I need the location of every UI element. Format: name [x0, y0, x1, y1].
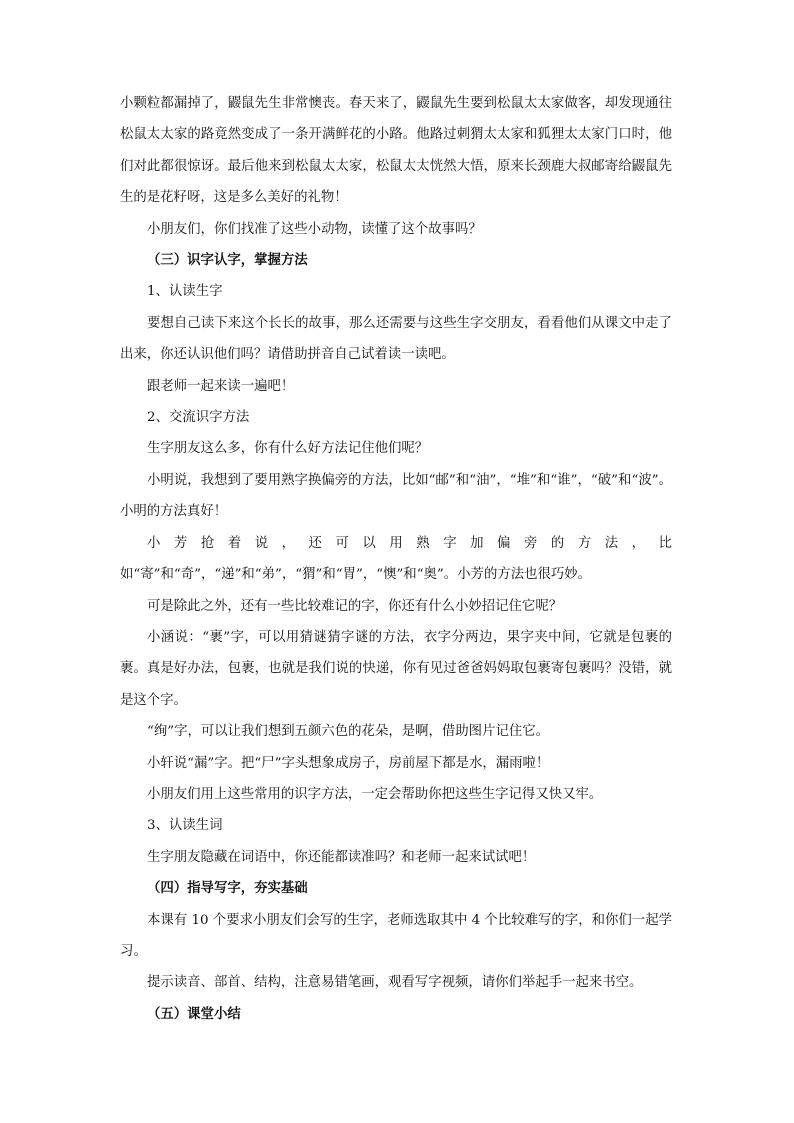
story-summary-paragraph: 小颗粒都漏掉了，鼹鼠先生非常懊丧。春天来了，鼹鼠先生要到松鼠太太家做客，却发现通往松鼠太太家的路竟然变成了一条开满鲜花的小路。他路过刺猬太太家和狐狸太太家门口时，他们对此都很惊讶。最后他来到松鼠太太家，松鼠太太恍然大悟，原来长颈鹿大叔邮寄给鼹鼠先生的是花籽呀，这是多么美好的礼物！	[120, 96, 672, 206]
xiaoxuan-paragraph: 小轩说“漏”字。把“尸”字头想象成房子，房前屋下都是水，漏雨啦！	[147, 755, 550, 771]
subsection-exchange-methods: 2、交流识字方法	[147, 410, 250, 426]
methods-summary-paragraph: 小朋友们用上这些常用的识字方法，一定会帮助你把这些生字记得又快又牢。	[147, 786, 603, 802]
section-heading-4: （四）指导写字，夯实基础	[147, 880, 308, 897]
subsection-read-words: 3、认读生词	[147, 818, 223, 834]
read-words-paragraph: 生字朋友隐藏在词语中，你还能都读准吗？和老师一起来试试吧！	[147, 849, 536, 865]
xiaoming-paragraph: 小明说，我想到了要用熟字换偏旁的方法，比如“邮”和“油”，“堆”和“谁”，“破”和“波”。小明的方法真好！	[120, 472, 672, 520]
read-with-teacher-paragraph: 跟老师一起来读一遍吧！	[147, 378, 295, 394]
methods-question-paragraph: 生字朋友这么多，你有什么好方法记住他们呢？	[147, 441, 429, 457]
difficult-characters-paragraph: 可是除此之外，还有一些比较难记的字，你还有什么小妙招记住它呢？	[147, 598, 563, 614]
read-characters-paragraph: 要想自己读下来这个长长的故事，那么还需要与这些生字交朋友，看看他们从课文中走了出来，你还认识他们吗？请借助拼音自己试着读一读吧。	[120, 315, 672, 363]
subsection-read-characters: 1、认读生字	[147, 284, 223, 300]
section-heading-3: （三）识字认字，掌握方法	[147, 252, 308, 269]
document-body	[120, 88, 672, 1030]
question-paragraph: 小朋友们，你们找准了这些小动物，读懂了这个故事吗？	[147, 221, 482, 237]
writing-guidance-paragraph: 本课有 10 个要求小朋友们会写的生字，老师选取其中 4 个比较难写的字，和你们一起学习。	[120, 912, 672, 959]
xiaohan-paragraph: 小涵说：“裹”字，可以用猜谜猜字谜的方法，衣字分两边，果字夹中间，它就是包裹的裹。真是好办法，包裹，也就是我们说的快递，你有见过爸爸妈妈取包裹寄包裹吗？没错，就是这个字。	[120, 629, 672, 708]
writing-tips-paragraph: 提示读音、部首、结构，注意易错笔画，观看写字视频，请你们举起手一起来书空。	[147, 975, 643, 991]
xuan-character-paragraph: “绚”字，可以让我们想到五颜六色的花朵，是啊，借助图片记住它。	[147, 724, 550, 740]
xiaofang-paragraph: 小芳抢着说，还可以用熟字加偏旁的方法，比如“寄”和“奇”，“递”和“弟”，“猬”和“胃”，“懊”和“奥”。小芳的方法也很巧妙。	[120, 535, 672, 583]
section-heading-5: （五）课堂小结	[147, 1005, 241, 1022]
